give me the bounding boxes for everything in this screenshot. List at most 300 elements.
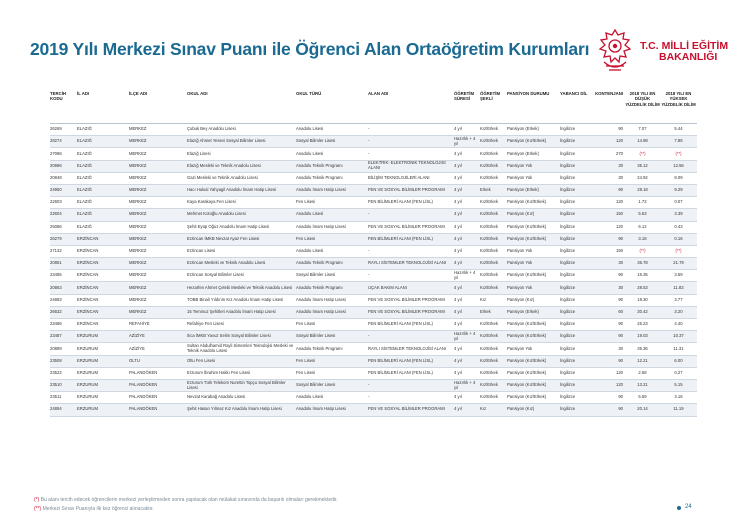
cell-kontenjan — [590, 367, 625, 379]
cell-okul-turu-text: Sosyal Bilimler Lisesi — [296, 138, 336, 144]
cell-ogretim-sekli — [480, 306, 507, 318]
cell-il-adi — [77, 245, 129, 257]
cell-ilce-adi-text: MERKEZ — [129, 296, 147, 302]
cell-en-yuksek-dilim — [661, 294, 697, 306]
cell-alan-adi — [368, 184, 454, 196]
cell-ogretim-sekli-text: Kız/Erkek — [480, 174, 498, 180]
cell-yabanci-dil-text: İngilizce — [560, 174, 576, 180]
cell-okul-turu-text: Sosyal Bilimler Lisesi — [296, 333, 336, 339]
cell-en-dusuk-dilim — [625, 282, 661, 294]
cell-alan-adi — [368, 233, 454, 245]
cell-en-yuksek-dilim-text: 3.39 — [674, 211, 683, 217]
cell-en-dusuk-dilim — [625, 367, 661, 379]
cell-en-yuksek-dilim — [661, 319, 697, 331]
cell-okul-turu — [296, 221, 368, 233]
cell-il-adi-text: ELAZIĞ — [77, 138, 92, 144]
cell-il-adi — [77, 258, 129, 270]
cell-ogretim-suresi — [454, 294, 480, 306]
cell-en-dusuk-dilim — [625, 197, 661, 209]
page-title: 2019 Yılı Merkezi Sınav Puanı ile Öğrenci Alan Ortaöğretim Kurumları — [30, 39, 590, 59]
cell-kontenjan — [590, 160, 625, 172]
cell-alan-adi-text: - — [368, 150, 370, 156]
col-header: ÖĞRETİM ŞEKLİ — [480, 90, 507, 124]
cell-ilce-adi-text: MERKEZ — [129, 272, 147, 278]
cell-tercih-kodu-text: 23510 — [50, 382, 62, 388]
cell-kontenjan — [590, 209, 625, 221]
cell-okul-adi — [187, 160, 296, 172]
cell-ilce-adi-text: MERKEZ — [129, 284, 147, 290]
cell-ogretim-sekli-text: Kız/Erkek — [480, 150, 498, 156]
cell-ogretim-suresi — [454, 184, 480, 196]
cell-okul-adi-text: Erzurum İbrahim Hakkı Fen Lisesi — [187, 369, 251, 375]
cell-okul-turu — [296, 148, 368, 160]
cell-pansiyon-durumu — [507, 367, 560, 379]
cell-kontenjan-text: 150 — [616, 248, 623, 254]
cell-okul-adi — [187, 136, 296, 148]
cell-tercih-kodu — [50, 306, 77, 318]
cell-kontenjan-text: 30 — [618, 345, 623, 351]
cell-il-adi-text: ERZİNCAN — [77, 296, 99, 302]
cell-pansiyon-durumu — [507, 258, 560, 270]
cell-il-adi-text: ERZİNCAN — [77, 284, 99, 290]
cell-il-adi — [77, 172, 129, 184]
cell-tercih-kodu-text: 23486 — [50, 321, 62, 327]
cell-ogretim-sekli — [480, 392, 507, 404]
cell-pansiyon-durumu-text: Pansiyon Yok — [507, 284, 533, 290]
cell-okul-adi-text: Çubuk Bey Anadolu Lisesi — [187, 126, 236, 132]
cell-kontenjan — [590, 355, 625, 367]
cell-ogretim-suresi-text: 4 yıl — [454, 187, 462, 193]
cell-okul-turu-text: Anadolu Lisesi — [296, 150, 324, 156]
cell-tercih-kodu — [50, 172, 77, 184]
cell-yabanci-dil-text: İngilizce — [560, 321, 576, 327]
cell-okul-adi — [187, 343, 296, 355]
cell-en-yuksek-dilim-text: 0.16 — [674, 235, 683, 241]
cell-ogretim-sekli — [480, 258, 507, 270]
cell-ogretim-suresi-text: 4 yıl — [454, 199, 462, 205]
cell-okul-adi-text: TOBB Binali Yıldırım Kız Anadolu İmam Hatip Lisesi — [187, 296, 284, 302]
cell-pansiyon-durumu — [507, 392, 560, 404]
cell-okul-adi — [187, 331, 296, 343]
cell-il-adi — [77, 209, 129, 221]
cell-en-yuksek-dilim — [661, 136, 697, 148]
cell-en-dusuk-dilim-text: 14.98 — [637, 138, 648, 144]
cell-okul-turu — [296, 209, 368, 221]
cell-tercih-kodu — [50, 355, 77, 367]
cell-tercih-kodu — [50, 379, 77, 391]
cell-en-yuksek-dilim-text: 6.00 — [674, 357, 683, 363]
cell-ogretim-suresi — [454, 355, 480, 367]
cell-kontenjan-text: 120 — [616, 382, 623, 388]
cell-tercih-kodu — [50, 294, 77, 306]
cell-en-yuksek-dilim-text: 3.59 — [674, 272, 683, 278]
cell-ogretim-sekli — [480, 319, 507, 331]
cell-ilce-adi — [129, 184, 187, 196]
cell-en-yuksek-dilim-text: 3.16 — [674, 394, 683, 400]
cell-il-adi-text: ERZURUM — [77, 394, 98, 400]
cell-okul-adi — [187, 197, 296, 209]
cell-ilce-adi-text: MERKEZ — [129, 174, 147, 180]
cell-tercih-kodu — [50, 282, 77, 294]
cell-ilce-adi — [129, 172, 187, 184]
cell-ilce-adi — [129, 404, 187, 416]
cell-ogretim-suresi-text: 4 yıl — [454, 150, 462, 156]
cell-en-dusuk-dilim — [625, 160, 661, 172]
cell-okul-turu — [296, 306, 368, 318]
cell-tercih-kodu-text: 23487 — [50, 333, 62, 339]
cell-pansiyon-durumu — [507, 355, 560, 367]
cell-okul-turu-text: Sosyal Bilimler Lisesi — [296, 272, 336, 278]
cell-il-adi-text: ERZİNCAN — [77, 308, 99, 314]
cell-kontenjan — [590, 148, 625, 160]
cell-okul-turu-text: Anadolu Lisesi — [296, 394, 324, 400]
cell-en-dusuk-dilim — [625, 172, 661, 184]
cell-alan-adi — [368, 306, 454, 318]
cell-okul-turu-text: Anadolu Teknik Programı — [296, 260, 343, 266]
col-header: İLÇE ADI — [129, 90, 187, 124]
cell-en-dusuk-dilim-text: 25.23 — [637, 321, 648, 327]
ministry-logo — [592, 26, 727, 78]
cell-ogretim-sekli-text: Kız/Erkek — [480, 333, 498, 339]
cell-ogretim-suresi — [454, 343, 480, 355]
cell-yabanci-dil — [560, 306, 590, 318]
cell-tercih-kodu-text: 23485 — [50, 272, 62, 278]
cell-pansiyon-durumu — [507, 233, 560, 245]
cell-yabanci-dil-text: İngilizce — [560, 223, 576, 229]
cell-pansiyon-durumu-text: Pansiyon (Kız/Erkek) — [507, 223, 547, 229]
col-header: ÖĞRETİM SÜRESİ — [454, 90, 480, 124]
cell-okul-adi-text: Ilıca İMKB Yavuz Selim Sosyal Bilimler Lisesi — [187, 333, 271, 339]
cell-kontenjan-text: 90 — [618, 333, 623, 339]
cell-ogretim-sekli — [480, 245, 507, 257]
cell-ilce-adi-text: MERKEZ — [129, 308, 147, 314]
cell-en-yuksek-dilim-text: 7.88 — [674, 138, 683, 144]
cell-tercih-kodu-text: 23522 — [50, 369, 62, 375]
cell-yabanci-dil — [560, 270, 590, 282]
cell-yabanci-dil-text: İngilizce — [560, 406, 576, 412]
table-row — [50, 319, 697, 331]
cell-il-adi — [77, 282, 129, 294]
table-row — [50, 160, 697, 172]
cell-ilce-adi — [129, 160, 187, 172]
cell-okul-turu — [296, 319, 368, 331]
cell-tercih-kodu — [50, 258, 77, 270]
cell-yabanci-dil-text: İngilizce — [560, 272, 576, 278]
cell-en-yuksek-dilim — [661, 306, 697, 318]
cell-tercih-kodu-text: 26632 — [50, 308, 62, 314]
cell-kontenjan-text: 150 — [616, 211, 623, 217]
cell-ogretim-sekli — [480, 184, 507, 196]
cell-yabanci-dil-text: İngilizce — [560, 345, 576, 351]
cell-en-dusuk-dilim — [625, 392, 661, 404]
cell-en-yuksek-dilim — [661, 245, 697, 257]
cell-kontenjan — [590, 306, 625, 318]
cell-pansiyon-durumu — [507, 136, 560, 148]
cell-ilce-adi-text: MERKEZ — [129, 187, 147, 193]
cell-alan-adi — [368, 136, 454, 148]
cell-ilce-adi-text: MERKEZ — [129, 138, 147, 144]
cell-ogretim-suresi-text: 4 yıl — [454, 284, 462, 290]
cell-ogretim-sekli-text: Kız — [480, 296, 487, 302]
cell-okul-adi-text: Elazığ Lisesi — [187, 150, 211, 156]
cell-tercih-kodu — [50, 209, 77, 221]
cell-okul-turu-text: Anadolu Teknik Programı — [296, 284, 343, 290]
table-row — [50, 294, 697, 306]
cell-en-dusuk-dilim-text: (**) — [639, 248, 646, 254]
cell-okul-adi-text: Erzincan Lisesi — [187, 248, 216, 254]
cell-il-adi — [77, 136, 129, 148]
cell-pansiyon-durumu — [507, 172, 560, 184]
col-header: İL ADI — [77, 90, 129, 124]
cell-en-dusuk-dilim-text: 19.30 — [637, 296, 648, 302]
cell-pansiyon-durumu — [507, 379, 560, 391]
col-header: OKUL TÜRÜ — [296, 90, 368, 124]
cell-okul-adi-text: Şehit Eyüp Oğuz Anadolu İmam Hatip Lisesi — [187, 223, 270, 229]
cell-en-yuksek-dilim — [661, 258, 697, 270]
cell-pansiyon-durumu — [507, 306, 560, 318]
cell-en-yuksek-dilim-text: 5.44 — [674, 126, 683, 132]
cell-ogretim-sekli — [480, 221, 507, 233]
cell-yabanci-dil-text: İngilizce — [560, 357, 576, 363]
cell-il-adi-text: ELAZIĞ — [77, 211, 92, 217]
cell-en-yuksek-dilim — [661, 331, 697, 343]
cell-ogretim-sekli-text: Kız/Erkek — [480, 369, 498, 375]
cell-en-yuksek-dilim — [661, 367, 697, 379]
cell-ogretim-sekli-text: Kız/Erkek — [480, 248, 498, 254]
cell-ogretim-sekli-text: Kız/Erkek — [480, 260, 498, 266]
cell-en-dusuk-dilim — [625, 343, 661, 355]
cell-yabanci-dil-text: İngilizce — [560, 296, 576, 302]
cell-okul-turu — [296, 343, 368, 355]
cell-okul-adi-text: Kaya Karakaya Fen Lisesi — [187, 199, 236, 205]
cell-ilce-adi — [129, 209, 187, 221]
table-row — [50, 392, 697, 404]
cell-ogretim-suresi-text: 4 yıl — [454, 162, 462, 168]
cell-kontenjan — [590, 392, 625, 404]
footnote-text: Merkezi Sınav Puanıyla ilk kez öğrenci alınacaktır. — [42, 506, 154, 512]
cell-alan-adi — [368, 172, 454, 184]
cell-ogretim-sekli-text: Kız/Erkek — [480, 357, 498, 363]
cell-il-adi-text: ERZURUM — [77, 369, 98, 375]
cell-en-yuksek-dilim-text: 5.15 — [674, 382, 683, 388]
cell-okul-turu-text: Anadolu İmam Hatip Lisesi — [296, 296, 346, 302]
cell-ogretim-sekli — [480, 404, 507, 416]
cell-pansiyon-durumu — [507, 319, 560, 331]
cell-tercih-kodu-text: 22603 — [50, 199, 62, 205]
cell-pansiyon-durumu — [507, 221, 560, 233]
cell-okul-adi-text: Hacı Hulusi Yahyagil Anadolu İmam Hatip Lisesi — [187, 187, 276, 193]
cell-okul-adi-text: Oltu Fen Lisesi — [187, 357, 215, 363]
cell-ogretim-suresi — [454, 392, 480, 404]
cell-il-adi-text: ERZİNCAN — [77, 260, 99, 266]
cell-yabanci-dil — [560, 392, 590, 404]
cell-ogretim-suresi — [454, 245, 480, 257]
cell-ogretim-suresi — [454, 197, 480, 209]
cell-ilce-adi-text: AZİZİYE — [129, 345, 145, 351]
cell-ogretim-suresi — [454, 172, 480, 184]
cell-ogretim-sekli — [480, 379, 507, 391]
cell-kontenjan-text: 30 — [618, 260, 623, 266]
cell-ogretim-suresi — [454, 160, 480, 172]
cell-il-adi-text: ERZURUM — [77, 345, 98, 351]
cell-en-yuksek-dilim-text: 0.43 — [674, 223, 683, 229]
footnote-mark: (**) — [34, 506, 42, 512]
cell-ilce-adi-text: PALANDÖKEN — [129, 369, 158, 375]
cell-alan-adi-text: FEN VE SOSYAL BİLİMLER PROGRAMI — [368, 406, 445, 412]
cell-ogretim-sekli — [480, 172, 507, 184]
cell-kontenjan — [590, 270, 625, 282]
cell-ogretim-sekli-text: Kız/Erkek — [480, 211, 498, 217]
cell-pansiyon-durumu — [507, 124, 560, 136]
cell-okul-turu-text: Sosyal Bilimler Lisesi — [296, 382, 336, 388]
cell-en-yuksek-dilim-text: 0.27 — [674, 369, 683, 375]
cell-okul-adi-text: Mehmet Kotoğlu Anadolu Lisesi — [187, 211, 246, 217]
cell-il-adi — [77, 184, 129, 196]
cell-ogretim-sekli-text: Kız/Erkek — [480, 223, 498, 229]
cell-ilce-adi — [129, 294, 187, 306]
cell-ogretim-sekli-text: Kız/Erkek — [480, 394, 498, 400]
cell-kontenjan — [590, 184, 625, 196]
cell-okul-adi-text: Elazığ Ahmet Yesevi Sosyal Bilimler Lisesi — [187, 138, 266, 144]
cell-kontenjan — [590, 404, 625, 416]
cell-okul-turu-text: Fen Lisesi — [296, 369, 316, 375]
cell-ilce-adi — [129, 282, 187, 294]
cell-en-dusuk-dilim — [625, 306, 661, 318]
cell-okul-turu — [296, 197, 368, 209]
cell-alan-adi — [368, 148, 454, 160]
cell-alan-adi — [368, 355, 454, 367]
cell-ilce-adi-text: PALANDÖKEN — [129, 394, 158, 400]
cell-ogretim-suresi — [454, 209, 480, 221]
footnote-mark: (*) — [34, 497, 40, 503]
cell-yabanci-dil-text: İngilizce — [560, 126, 576, 132]
cell-okul-turu-text: Anadolu Lisesi — [296, 211, 324, 217]
cell-ilce-adi — [129, 367, 187, 379]
cell-il-adi — [77, 331, 129, 343]
cell-alan-adi-text: FEN BİLİMLERİ ALANI (FEN LİSL) — [368, 357, 433, 363]
col-header: YABANCI DİL — [560, 90, 590, 124]
cell-kontenjan-text: 270 — [616, 150, 623, 156]
cell-tercih-kodu — [50, 367, 77, 379]
cell-alan-adi — [368, 197, 454, 209]
cell-kontenjan — [590, 221, 625, 233]
cell-en-dusuk-dilim-text: (**) — [639, 150, 646, 156]
cell-okul-adi — [187, 270, 296, 282]
cell-alan-adi-text: - — [368, 126, 370, 132]
cell-kontenjan — [590, 233, 625, 245]
cell-alan-adi-text: - — [368, 394, 370, 400]
cell-ogretim-suresi — [454, 233, 480, 245]
cell-en-dusuk-dilim — [625, 270, 661, 282]
cell-yabanci-dil — [560, 343, 590, 355]
cell-ilce-adi — [129, 221, 187, 233]
cell-en-yuksek-dilim — [661, 184, 697, 196]
cell-pansiyon-durumu-text: Pansiyon Yok — [507, 345, 533, 351]
cell-pansiyon-durumu — [507, 343, 560, 355]
cell-ogretim-sekli-text: Kız/Erkek — [480, 138, 498, 144]
cell-pansiyon-durumu — [507, 282, 560, 294]
cell-yabanci-dil — [560, 221, 590, 233]
cell-il-adi-text: ERZİNCAN — [77, 321, 99, 327]
page-number: 24 — [685, 504, 692, 510]
cell-il-adi — [77, 343, 129, 355]
cell-tercih-kodu-text: 24894 — [50, 406, 62, 412]
cell-pansiyon-durumu — [507, 331, 560, 343]
cell-okul-adi — [187, 148, 296, 160]
table-row — [50, 148, 697, 160]
cell-pansiyon-durumu-text: Pansiyon Yok — [507, 162, 533, 168]
cell-yabanci-dil — [560, 379, 590, 391]
cell-okul-adi — [187, 233, 296, 245]
cell-tercih-kodu-text: 20863 — [50, 284, 62, 290]
cell-alan-adi-text: FEN VE SOSYAL BİLİMLER PROGRAMI — [368, 187, 445, 193]
cell-okul-adi — [187, 404, 296, 416]
cell-yabanci-dil-text: İngilizce — [560, 394, 576, 400]
cell-pansiyon-durumu-text: Pansiyon (Erkek) — [507, 187, 539, 193]
cell-alan-adi — [368, 331, 454, 343]
cell-ogretim-sekli — [480, 367, 507, 379]
cell-ilce-adi-text: MERKEZ — [129, 162, 147, 168]
cell-pansiyon-durumu — [507, 209, 560, 221]
table-header-row — [50, 90, 697, 124]
cell-ogretim-sekli-text: Kız/Erkek — [480, 284, 498, 290]
cell-tercih-kodu — [50, 404, 77, 416]
cell-ogretim-sekli-text: Erkek — [480, 308, 491, 314]
cell-il-adi — [77, 367, 129, 379]
table-row — [50, 136, 697, 148]
cell-ogretim-sekli-text: Kız/Erkek — [480, 272, 498, 278]
cell-tercih-kodu-text: 20848 — [50, 174, 62, 180]
cell-alan-adi — [368, 319, 454, 331]
cell-ogretim-sekli — [480, 331, 507, 343]
cell-okul-adi-text: Refahiye Fen Lisesi — [187, 321, 224, 327]
cell-ogretim-suresi — [454, 258, 480, 270]
cell-ogretim-sekli-text: Kız/Erkek — [480, 199, 498, 205]
cell-kontenjan-text: 90 — [618, 406, 623, 412]
cell-ogretim-sekli-text: Kız/Erkek — [480, 162, 498, 168]
cell-tercih-kodu — [50, 343, 77, 355]
cell-pansiyon-durumu-text: Pansiyon (Kız/Erkek) — [507, 369, 547, 375]
cell-okul-turu — [296, 160, 368, 172]
cell-alan-adi-text: FEN VE SOSYAL BİLİMLER PROGRAMI — [368, 223, 445, 229]
table-row — [50, 245, 697, 257]
cell-okul-turu-text: Anadolu Teknik Programı — [296, 174, 343, 180]
cell-okul-turu-text: Anadolu Teknik Programı — [296, 162, 343, 168]
cell-ogretim-suresi-text: Hazırlık + 4 yıl — [454, 135, 476, 146]
cell-pansiyon-durumu-text: Pansiyon (Kız/Erkek) — [507, 235, 547, 241]
cell-kontenjan-text: 90 — [618, 321, 623, 327]
cell-en-dusuk-dilim-text: 28.18 — [637, 187, 648, 193]
cell-tercih-kodu — [50, 160, 77, 172]
cell-okul-adi-text: Erzincan Mesleki ve Teknik Anadolu Lisesi — [187, 260, 266, 266]
cell-alan-adi — [368, 294, 454, 306]
cell-ogretim-sekli — [480, 197, 507, 209]
cell-ilce-adi-text: MERKEZ — [129, 223, 147, 229]
cell-il-adi-text: ELAZIĞ — [77, 162, 92, 168]
table-row — [50, 209, 697, 221]
cell-ilce-adi — [129, 355, 187, 367]
col-header: KONTENJANI — [590, 90, 625, 124]
cell-en-yuksek-dilim — [661, 197, 697, 209]
cell-kontenjan — [590, 197, 625, 209]
cell-okul-adi-text: Nevzat Karabağ Anadolu Lisesi — [187, 394, 246, 400]
cell-en-yuksek-dilim — [661, 392, 697, 404]
table-row — [50, 184, 697, 196]
cell-alan-adi-text: RAYLI SİSTEMLER TEKNOLOJİSİ ALANI — [368, 345, 447, 351]
cell-ogretim-suresi — [454, 331, 480, 343]
cell-okul-adi-text: Sultan Abdulhamid Rayli Sistemleri Teknolojisi Mesleki ve Teknik Anadolu Lisesi — [187, 343, 294, 353]
cell-il-adi — [77, 197, 129, 209]
